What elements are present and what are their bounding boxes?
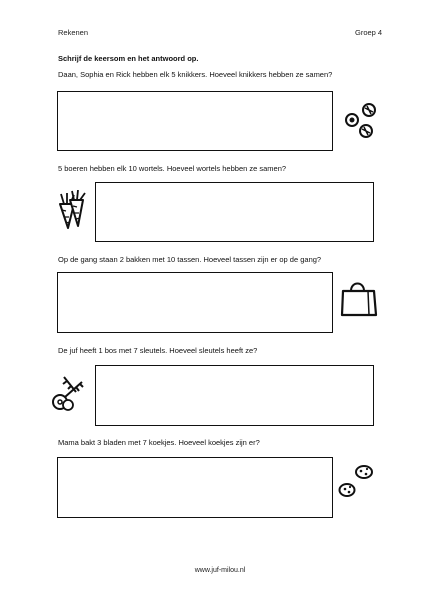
marbles-icon: [340, 100, 380, 142]
cookies-icon: [336, 462, 378, 502]
bag-icon: [338, 278, 380, 320]
header-subject: Rekenen: [58, 28, 89, 37]
header-group: Groep 4: [355, 28, 383, 37]
footer-website[interactable]: www.juf-milou.nl: [194, 567, 246, 574]
question-5: Mama bakt 3 bladen met 7 koekjes. Hoeveel koekjes zijn er?: [58, 438, 260, 447]
answer-box-5[interactable]: [57, 457, 333, 518]
question-1: Daan, Sophia en Rick hebben elk 5 knikkers. Hoeveel knikkers hebben ze samen?: [58, 70, 333, 79]
question-3: Op de gang staan 2 bakken met 10 tassen. Hoeveel tassen zijn er op de gang?: [58, 255, 322, 264]
answer-box-1[interactable]: [57, 91, 333, 151]
answer-box-3[interactable]: [57, 272, 333, 333]
answer-box-2[interactable]: [95, 182, 374, 242]
question-4: De juf heeft 1 bos met 7 sleutels. Hoeveel sleutels heeft ze?: [58, 346, 258, 355]
question-2: 5 boeren hebben elk 10 wortels. Hoeveel wortels hebben ze samen?: [58, 164, 287, 173]
carrots-icon: [52, 190, 90, 232]
answer-box-4[interactable]: [95, 365, 374, 426]
instruction: Schrijf de keersom en het antwoord op.: [58, 54, 199, 63]
keys-icon: [50, 372, 90, 414]
